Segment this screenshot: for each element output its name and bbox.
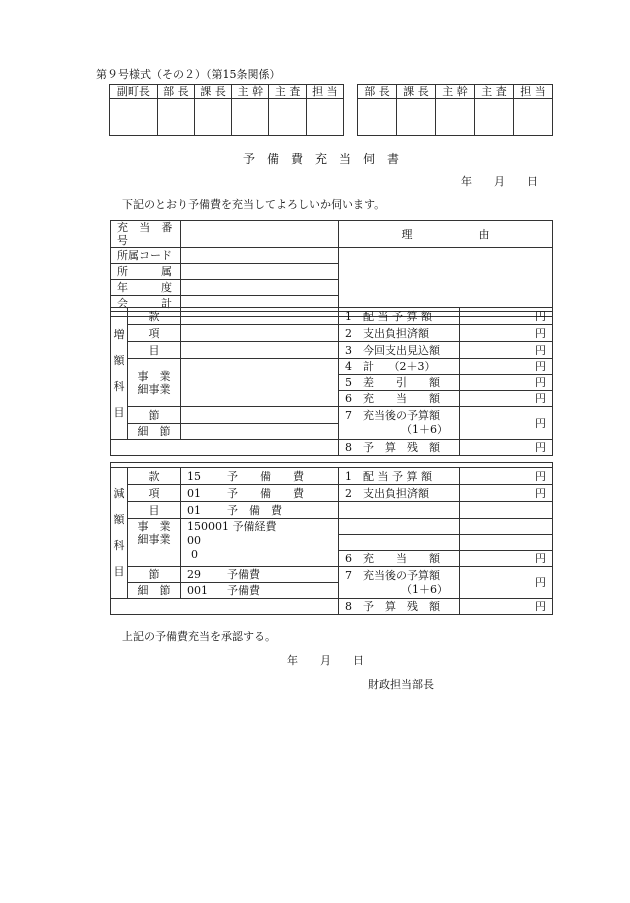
inc-calc-7-line1: 7 充当後の予算額 [345,409,440,422]
inc-setsu-label: 節 [128,407,181,424]
dec-moku-name: 予 備 費 [227,503,282,517]
dec-calc-blank [339,502,460,519]
allocation-number-field[interactable] [181,221,339,248]
reason-label: 理 由 [339,221,553,248]
inc-calc-1-unit[interactable]: 円 [460,308,553,325]
inc-moku-field[interactable] [181,342,339,359]
reason-field[interactable] [339,248,553,312]
inc-calc-7-unit[interactable]: 円 [460,407,553,440]
dec-saisetsu-field[interactable] [181,583,339,599]
stamp-label: 課 長 [397,85,436,99]
inc-setsu-field[interactable] [181,407,339,424]
inc-calc-2-unit[interactable]: 円 [460,325,553,342]
side-char: 科 [113,379,125,393]
dec-setsu-label: 節 [128,567,181,583]
dec-calc-1-unit[interactable]: 円 [460,468,553,485]
stamp-box[interactable] [110,99,158,136]
dec-calc-2: 2 支出負担済額 [339,485,460,502]
decrease-table [110,462,553,615]
inc-calc-5: 5 差 引 額 [339,375,460,391]
intro-text: 下記のとおり予備費を充当してよろしいか伺います。 [122,198,386,211]
inc-calc-2: 2 支出負担済額 [339,325,460,342]
dec-calc-7-unit[interactable]: 円 [460,567,553,599]
side-char: 額 [113,353,125,367]
inc-calc-8: 8 予 算 残 額 [339,440,460,456]
dec-moku-code: 01 [187,503,201,517]
inc-saisetsu-field[interactable] [181,424,339,440]
account-label: 会 計 [111,296,181,312]
inc-calc-7 [339,407,460,440]
stamp-label: 部 長 [157,85,194,99]
inc-moku-label: 目 [128,342,181,359]
dec-saisetsu-label: 細 節 [128,583,181,599]
stamp-box[interactable] [157,99,194,136]
dec-calc-blank [339,519,460,535]
dec-moku-label: 目 [128,502,181,519]
dec-calc-6: 6 充 当 額 [339,551,460,567]
side-char: 増 [113,327,125,341]
dec-saisetsu-name: 予備費 [227,584,260,597]
stamp-label: 主 幹 [232,85,269,99]
stamp-box[interactable] [306,99,343,136]
dec-calc-blank [339,535,460,551]
inc-calc-6-unit[interactable]: 円 [460,391,553,407]
stamp-box[interactable] [358,99,397,136]
dec-calc-blank [460,519,553,535]
inc-calc-4: 4 計 （2＋3） [339,359,460,375]
stamp-table-left [109,84,344,136]
dec-kan-field[interactable] [181,468,339,485]
dec-calc-blank [460,502,553,519]
dec-calc-6-unit[interactable]: 円 [460,551,553,567]
dec-calc-8-unit[interactable]: 円 [460,599,553,615]
dec-setsu-code: 29 [187,568,201,581]
dec-project-field[interactable] [181,519,339,567]
dec-kou-name: 予 備 費 [227,486,304,500]
stamp-box[interactable] [397,99,436,136]
dec-project-code2: 00 [187,534,201,547]
department-label: 所 属 [111,264,181,280]
side-char: 目 [113,405,125,419]
stamp-label: 課 長 [195,85,232,99]
inc-kan-label: 款 [128,308,181,325]
dec-blank-row [111,599,339,615]
request-date: 年 月 日 [461,175,538,188]
approval-text: 上記の予備費充当を承認する。 [122,630,276,643]
dec-project-code3: 0 [191,548,198,561]
stamp-box[interactable] [514,99,553,136]
fiscal-year-field[interactable] [181,280,339,296]
form-id: 第９号様式（その２）（第15条関係） [96,68,281,81]
dec-moku-field[interactable] [181,502,339,519]
dec-calc-2-unit[interactable]: 円 [460,485,553,502]
dec-calc-blank [460,535,553,551]
dec-kou-field[interactable] [181,485,339,502]
stamp-box[interactable] [436,99,475,136]
stamp-label: 部 長 [358,85,397,99]
inc-calc-8-unit[interactable]: 円 [460,440,553,456]
inc-calc-6: 6 充 当 額 [339,391,460,407]
inc-calc-1: 1 配 当 予 算 額 [339,308,460,325]
dec-kan-name: 予 備 費 [227,469,304,483]
stamp-box[interactable] [195,99,232,136]
side-char: 減 [113,487,125,500]
inc-kou-field[interactable] [181,325,339,342]
dec-project-code: 150001 [187,520,229,533]
document-title: 予 備 費 充 当 伺 書 [243,152,400,166]
dec-calc-1: 1 配 当 予 算 額 [339,468,460,485]
dec-calc-7-line2: （1＋6） [401,582,448,596]
allocation-number-label: 充 当 番 号 [111,221,181,248]
stamp-box[interactable] [475,99,514,136]
stamp-label: 担 当 [306,85,343,99]
decrease-side-label [111,468,128,599]
dec-calc-7-line1: 7 充当後の予算額 [345,568,440,582]
inc-project-label: 事 業 細事業 [128,359,181,407]
stamp-label: 主 査 [269,85,306,99]
department-field[interactable] [181,264,339,280]
dec-setsu-name: 予備費 [227,568,260,581]
inc-calc-7-line2: （1＋6） [401,423,448,436]
inc-blank-row [111,440,339,456]
inc-calc-3-unit[interactable]: 円 [460,342,553,359]
dec-setsu-field[interactable] [181,567,339,583]
stamp-box[interactable] [269,99,306,136]
dept-code-field[interactable] [181,248,339,264]
side-char: 科 [113,539,125,552]
stamp-label: 副町長 [110,85,158,99]
dec-kan-label: 款 [128,468,181,485]
side-char: 額 [113,513,125,526]
signer-title: 財政担当部長 [368,678,434,691]
dec-kou-label: 項 [128,485,181,502]
dec-project-name: 予備経費 [232,520,277,533]
inc-calc-3: 3 今回支出見込額 [339,342,460,359]
stamp-label: 担 当 [514,85,553,99]
inc-project-field[interactable] [181,359,339,407]
dec-project-label: 事 業 細事業 [128,519,181,567]
dec-kou-code: 01 [187,486,201,500]
dec-saisetsu-code: 001 [187,584,208,597]
dept-code-label: 所属コード [111,248,181,264]
inc-calc-4-unit[interactable]: 円 [460,359,553,375]
stamp-label: 主 査 [475,85,514,99]
fiscal-year-label: 年 度 [111,280,181,296]
increase-table [110,307,553,456]
dec-calc-8: 8 予 算 残 額 [339,599,460,615]
increase-side-label [111,308,128,440]
stamp-label: 主 幹 [436,85,475,99]
dec-kan-code: 15 [187,469,201,483]
dec-calc-7 [339,567,460,599]
header-table [110,220,553,317]
stamp-box[interactable] [232,99,269,136]
approval-date: 年 月 日 [287,654,364,667]
inc-kou-label: 項 [128,325,181,342]
inc-saisetsu-label: 細 節 [128,424,181,440]
side-char: 目 [113,565,125,578]
inc-calc-5-unit[interactable]: 円 [460,375,553,391]
stamp-table-right [357,84,553,136]
inc-kan-field[interactable] [181,308,339,325]
